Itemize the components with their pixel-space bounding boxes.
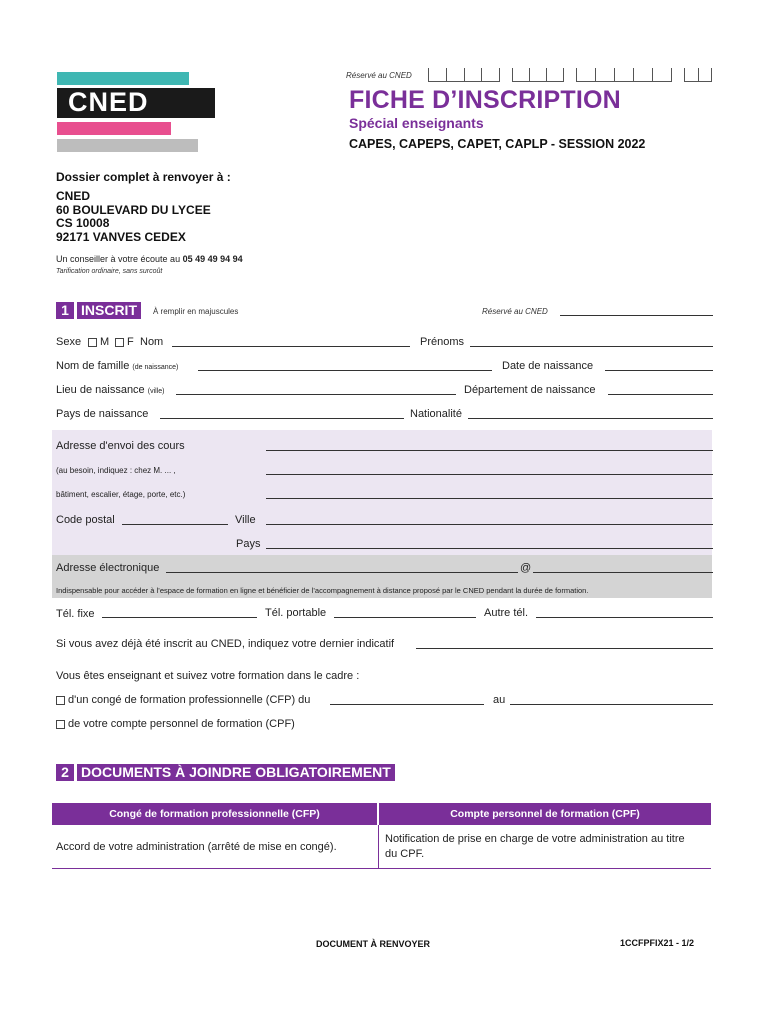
checkbox-cpf[interactable] [56, 720, 65, 729]
checkbox-f[interactable] [115, 338, 124, 347]
section-1-title: INSCRIT [77, 302, 141, 319]
section-1-hint: À remplir en majuscules [153, 307, 239, 316]
adresse-field-2[interactable] [266, 474, 713, 475]
tel-fixe-field[interactable] [102, 617, 257, 618]
advisor-phone[interactable]: 05 49 49 94 94 [182, 254, 243, 264]
autre-tel-label: Autre tél. [484, 607, 529, 619]
sexe-f-label: F [127, 336, 134, 348]
logo-text: CNED [68, 87, 149, 117]
address-block [56, 190, 211, 244]
table-bottom-rule [52, 868, 711, 869]
advisor-prefix: Un conseiller à votre écoute au [56, 254, 183, 264]
pays-naissance-label: Pays de naissance [56, 408, 149, 420]
deja-inscrit-label: Si vous avez déjà été inscrit au CNED, indiquez votre dernier indicatif [56, 638, 395, 650]
email-note: Indispensable pour accéder à l’espace de formation en ligne et bénéficier de l’accompagnement à distance proposé par le CNED pendant la durée de formation. [56, 586, 589, 595]
checkbox-m[interactable] [88, 338, 97, 347]
cfp-option-label: d'un congé de formation professionnelle (CFP) du [68, 694, 311, 706]
email-label: Adresse électronique [56, 562, 160, 574]
logo-grey-bar [57, 139, 198, 152]
nom-field[interactable] [172, 346, 410, 347]
reserve-label: Réservé au CNED [346, 71, 412, 80]
nom-famille-note: (de naissance) [132, 364, 179, 371]
prenoms-field[interactable] [470, 346, 713, 347]
address-line: 60 BOULEVARD DU LYCEE [56, 202, 211, 217]
departement-field[interactable] [608, 394, 713, 395]
deja-inscrit-field[interactable] [416, 648, 713, 649]
adresse-field-1[interactable] [266, 450, 713, 451]
sexe-label: Sexe [56, 336, 82, 348]
lieu-naissance-text: Lieu de naissance [56, 384, 145, 396]
cpf-option[interactable] [56, 718, 295, 730]
autre-tel-field[interactable] [536, 617, 713, 618]
footer-ref: 1CCFPFIX21 - 1/2 [620, 938, 695, 948]
sexe-m-option[interactable] [88, 336, 109, 348]
section-1-reserve: Réservé au CNED [482, 307, 548, 316]
lieu-naissance-field[interactable] [176, 394, 456, 395]
cfp-du-field[interactable] [330, 704, 484, 705]
ville-field[interactable] [266, 524, 713, 525]
section-1-number: 1 [56, 302, 74, 319]
pays-label: Pays [236, 538, 261, 550]
section-2-number: 2 [56, 764, 74, 781]
prenoms-label: Prénoms [420, 336, 465, 348]
pays-naissance-field[interactable] [160, 418, 404, 419]
advisor-line [56, 254, 243, 264]
footer-document: DOCUMENT À RENVOYER [316, 939, 431, 949]
date-naissance-field[interactable] [605, 370, 713, 371]
email-local-field[interactable] [166, 572, 518, 573]
tel-fixe-label: Tél. fixe [56, 608, 95, 620]
sexe-f-option[interactable] [115, 336, 134, 348]
adresse-envoi-label: Adresse d'envoi des cours [56, 440, 185, 452]
logo-pink-bar [57, 122, 171, 135]
tel-portable-label: Tél. portable [265, 607, 327, 619]
table-header-cfp: Congé de formation professionnelle (CFP) [52, 803, 377, 825]
departement-label: Département de naissance [464, 384, 596, 396]
cfp-au-field[interactable] [510, 704, 713, 705]
cfp-option[interactable] [56, 694, 310, 706]
logo-teal-bar [57, 72, 189, 85]
table-divider [378, 825, 379, 869]
nom-famille-label [56, 360, 178, 372]
checkbox-cfp[interactable] [56, 696, 65, 705]
cfp-au-label: au [493, 694, 506, 706]
address-line: CS 10008 [56, 216, 110, 230]
cpf-option-label: de votre compte personnel de formation (CPF) [68, 718, 295, 730]
code-postal-field[interactable] [122, 524, 228, 525]
address-heading: Dossier complet à renvoyer à : [56, 170, 231, 184]
page-title: FICHE D’INSCRIPTION [349, 86, 621, 114]
nationalite-field[interactable] [468, 418, 713, 419]
sexe-m-label: M [100, 336, 110, 348]
nom-famille-text: Nom de famille [56, 360, 130, 372]
email-domain-field[interactable] [533, 572, 713, 573]
nom-famille-field[interactable] [198, 370, 492, 371]
code-postal-label: Code postal [56, 514, 115, 526]
nom-label: Nom [140, 336, 164, 348]
reserve-box-group-2[interactable] [512, 68, 564, 82]
table-cell-cpf-1: Notification de prise en charge de votre administration au titre [385, 833, 685, 845]
address-line: 92171 VANVES CEDEX [56, 229, 186, 244]
reserve-box-group-1[interactable] [428, 68, 500, 82]
tel-portable-field[interactable] [334, 617, 476, 618]
lieu-naissance-note: (ville) [147, 388, 165, 395]
ville-label: Ville [235, 514, 256, 526]
lieu-naissance-label [56, 384, 164, 396]
date-naissance-label: Date de naissance [502, 360, 594, 372]
reserve-cned-field[interactable] [560, 315, 713, 316]
table-header-cpf: Compte personnel de formation (CPF) [379, 803, 711, 825]
table-cell-cfp: Accord de votre administration (arrêté de mise en congé). [56, 841, 337, 853]
email-at: @ [520, 562, 532, 574]
batiment-note: bâtiment, escalier, étage, porte, etc.) [56, 490, 186, 499]
au-besoin-note: (au besoin, indiquez : chez M. ... , [56, 466, 176, 475]
table-cell-cpf-2: du CPF. [385, 848, 425, 860]
reserve-box-group-3[interactable] [576, 68, 672, 82]
tarif-note: Tarification ordinaire, sans surcoût [56, 268, 163, 275]
address-line: CNED [56, 189, 91, 203]
cadre-label: Vous êtes enseignant et suivez votre formation dans le cadre : [56, 670, 360, 682]
pays-field[interactable] [266, 548, 713, 549]
reserve-box-group-4[interactable] [684, 68, 712, 82]
adresse-field-3[interactable] [266, 498, 713, 499]
session-line: CAPES, CAPEPS, CAPET, CAPLP - SESSION 2022 [349, 137, 646, 151]
section-2-title: DOCUMENTS À JOINDRE OBLIGATOIREMENT [77, 764, 395, 781]
page-subtitle: Spécial enseignants [349, 115, 484, 131]
nationalite-label: Nationalité [410, 408, 462, 420]
